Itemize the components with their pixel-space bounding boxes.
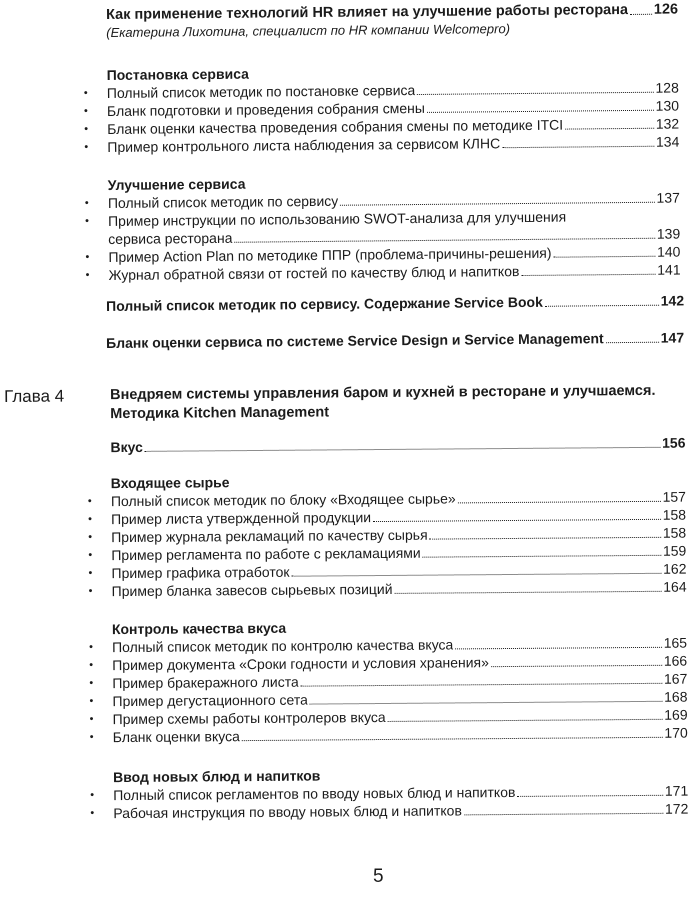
standalone-entry-block <box>106 291 684 315</box>
toc-entry[interactable]: • Пример бланка завесов сырьевых позиций 164 <box>88 578 687 600</box>
page-ref: 169 <box>664 706 688 723</box>
leader-dots <box>340 201 654 206</box>
leader-dots <box>373 518 661 522</box>
bullet: • <box>88 567 93 580</box>
page-ref: 142 <box>660 292 685 309</box>
section-title: Ввод новых блюд и напитков <box>113 767 321 786</box>
bullet: • <box>87 513 92 526</box>
page-ref: 166 <box>663 652 688 669</box>
toc-entry[interactable]: • Полный список методик по постановке сервиса 128 <box>83 79 679 101</box>
page-ref: 140 <box>656 243 681 260</box>
toc-entry[interactable]: • Журнал обратной связи от гостей по качеству блюд и напитков 141 <box>85 261 681 283</box>
page-ref: 130 <box>655 97 680 114</box>
page-ref: 137 <box>656 189 680 206</box>
page-ref: 132 <box>655 115 680 132</box>
bullet: • <box>84 123 89 136</box>
standalone-entry-block <box>106 328 684 352</box>
page-ref: 141 <box>657 261 681 278</box>
bullet: • <box>88 585 93 598</box>
leader-dots <box>242 736 663 741</box>
toc-entry[interactable]: • Полный список методик по блоку «Входящее сырье» 157 <box>87 488 686 510</box>
section-title: Постановка сервиса <box>106 65 249 83</box>
bullet: • <box>89 731 94 744</box>
toc-entry[interactable]: • Пример графика отработок 162 <box>88 560 687 582</box>
bullet: • <box>84 141 89 154</box>
page-ref: 172 <box>664 800 689 817</box>
leader-dots <box>310 700 662 705</box>
toc-entry-hr[interactable]: Как применение технологий HR влияет на улучшение работы ресторана 126 <box>106 1 679 23</box>
leader-dots <box>521 273 655 276</box>
bullet: • <box>88 531 93 544</box>
page-number: 5 <box>373 866 384 887</box>
leader-dots <box>545 304 659 307</box>
bullet: • <box>85 215 89 228</box>
leader-dots <box>517 794 662 797</box>
leader-dots <box>291 572 661 577</box>
page-ref: 159 <box>662 542 687 559</box>
leader-dots <box>427 109 654 113</box>
page-ref: 128 <box>655 79 679 96</box>
bullet: • <box>84 197 89 210</box>
page-ref: 126 <box>653 1 679 18</box>
leader-dots <box>145 446 660 452</box>
hr-block <box>83 1 681 284</box>
bullet: • <box>83 87 88 100</box>
leader-dots <box>301 682 662 687</box>
toc-entry-service-design[interactable]: Бланк оценки сервиса по системе Service Design и Service Management 147 <box>106 329 685 351</box>
toc-entry[interactable]: • Полный список регламентов по вводу новых блюд и напитков 171 <box>90 782 689 804</box>
leader-dots <box>388 718 663 722</box>
toc-entry[interactable]: • Пример регламента по работе с рекламациями 159 <box>88 542 687 564</box>
bullet: • <box>83 105 88 118</box>
author-line: (Екатерина Лихотина, специалист по HR компании Welcomepro) <box>106 21 511 40</box>
toc-entry[interactable]: • Бланк оценки вкуса 170 <box>89 724 688 746</box>
leader-dots <box>455 646 661 650</box>
page-ref: 165 <box>663 634 688 651</box>
page-ref: 158 <box>662 524 687 541</box>
toc-entry[interactable]: • Полный список методик по контролю качества вкуса 165 <box>89 634 688 656</box>
section-title: Входящее сырье <box>110 474 230 492</box>
section-title: Контроль качества вкуса <box>111 619 287 638</box>
bullet: • <box>89 713 94 726</box>
page-ref: 168 <box>664 688 688 705</box>
leader-dots <box>553 255 655 258</box>
bullet: • <box>89 677 94 690</box>
bullet: • <box>89 641 93 654</box>
page-ref: 171 <box>664 782 689 799</box>
leader-dots <box>630 13 652 15</box>
toc-entry[interactable]: • Пример документа «Сроки годности и условия хранения» 166 <box>89 652 688 674</box>
bullet: • <box>90 789 95 802</box>
toc-entry[interactable]: • Пример дегустационного сета 168 <box>89 688 688 710</box>
page-ref: 157 <box>662 488 686 505</box>
toc-entry[interactable]: • Пример листа утвержденной продукции 158 <box>87 506 687 528</box>
leader-dots <box>234 237 654 243</box>
page-ref: 158 <box>662 506 687 523</box>
chapter-4-block <box>0 382 695 822</box>
page-ref: 147 <box>660 329 685 346</box>
bullet: • <box>88 549 93 562</box>
leader-dots <box>395 590 662 594</box>
leader-dots <box>502 145 654 148</box>
page-ref: 134 <box>655 133 680 150</box>
bullet: • <box>85 269 90 282</box>
leader-dots <box>606 341 659 344</box>
leader-dots <box>491 664 662 667</box>
toc-entry[interactable]: • Пример инструкции по использованию SWOT-анализа для улучшения сервиса ресторана 139 <box>85 208 681 247</box>
bullet: • <box>89 659 94 672</box>
toc-entry[interactable]: • Полный список методик по сервису 137 <box>84 189 680 211</box>
chapter-title: Внедряем системы управления баром и кухней в ресторане и улучшаемся. <box>110 382 656 404</box>
toc-entry[interactable]: • Рабочая инструкция по вводу новых блюд и напитков 172 <box>90 800 689 822</box>
page-ref: 170 <box>664 724 688 741</box>
leader-dots <box>464 812 663 816</box>
bullet: • <box>87 495 92 508</box>
bullet: • <box>85 251 90 264</box>
page-ref: 164 <box>663 578 687 595</box>
toc-entry-service-book[interactable]: Полный список методик по сервису. Содержание Service Book 142 <box>106 292 685 314</box>
toc-entry[interactable]: • Бланк оценки качества проведения собрания смены по методике ITCI 132 <box>84 115 680 137</box>
toc-entry[interactable]: • Пример журнала рекламаций по качеству сырья 158 <box>88 524 687 546</box>
leader-dots <box>417 91 653 95</box>
page-ref: 162 <box>663 560 687 577</box>
chapter-label: Глава 4 <box>3 386 65 406</box>
page-ref: 167 <box>663 670 688 687</box>
toc-entry[interactable]: • Пример бракеражного листа 167 <box>89 670 688 692</box>
toc-entry[interactable]: • Пример Action Plan по методике ППР (проблема-причины-решения) 140 <box>85 243 681 265</box>
page-ref: 139 <box>656 225 681 242</box>
leader-dots <box>458 500 661 504</box>
chapter-subtitle: Методика Kitchen Management <box>110 404 330 423</box>
toc-entry-taste[interactable]: Вкус 156 <box>110 434 686 456</box>
toc-entry[interactable]: • Пример схемы работы контролеров вкуса 169 <box>89 706 688 728</box>
toc-entry[interactable]: • Бланк подготовки и проведения собрания смены 130 <box>83 97 680 119</box>
leader-dots <box>423 554 661 558</box>
bullet: • <box>90 807 95 820</box>
section-title: Улучшение сервиса <box>107 175 246 193</box>
leader-dots <box>430 536 661 540</box>
page-ref: 156 <box>662 434 686 451</box>
bullet: • <box>89 695 94 708</box>
toc-entry[interactable]: • Пример контрольного листа наблюдения за сервисом КЛНС 134 <box>84 133 680 155</box>
leader-dots <box>565 127 654 130</box>
